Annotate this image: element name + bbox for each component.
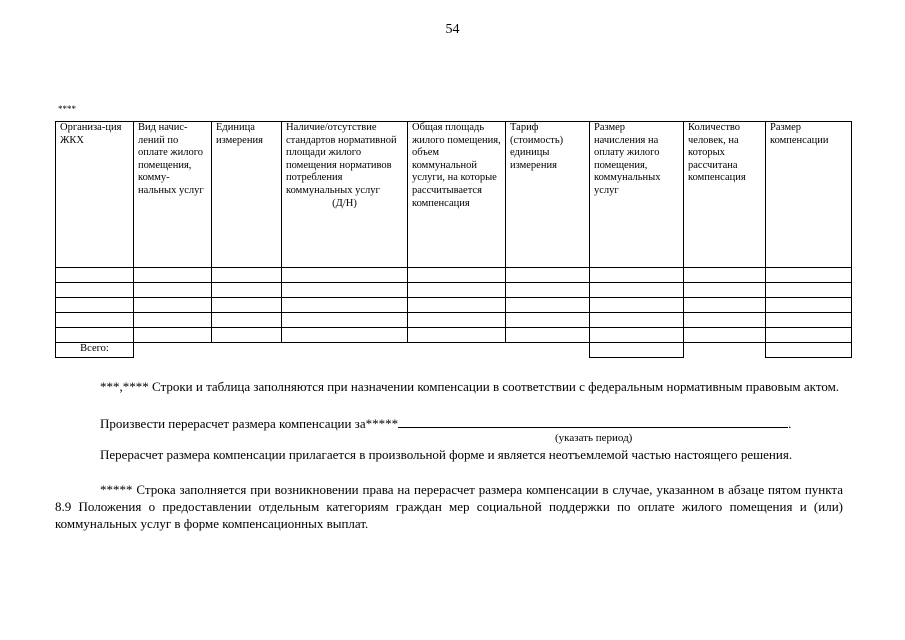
table-cell[interactable] [56, 328, 134, 343]
table-cell[interactable] [506, 298, 590, 313]
table-cell[interactable] [766, 313, 852, 328]
recalculation-line [55, 414, 843, 432]
table-cell[interactable] [56, 313, 134, 328]
table-cell[interactable] [506, 268, 590, 283]
table-header-row [56, 122, 852, 268]
dn-note: (Д/Н) [332, 197, 357, 209]
table-cell[interactable] [766, 268, 852, 283]
header-cell-accrual-amount: Размер начисления на оплату жилого помещения, коммунальных услуг [590, 122, 684, 268]
table-cell[interactable] [590, 268, 684, 283]
table-cell[interactable] [408, 298, 506, 313]
header-cell-compensation: Размер компенсации [766, 122, 852, 268]
table-cell[interactable] [684, 328, 766, 343]
table-cell[interactable] [590, 328, 684, 343]
header-cell-organization: Организа-ция ЖКХ [56, 122, 134, 268]
table-cell[interactable] [408, 328, 506, 343]
table-cell[interactable] [684, 268, 766, 283]
page-number: 54 [445, 22, 460, 37]
table-cell[interactable] [56, 283, 134, 298]
footnote-recalculation: ***** Строка заполняется при возникновении права на перерасчет размера компенсации в случае, указанном в абзаце пятом пункта 8.9 Положения о предоставлении отдельным категориям граждан мер социальной поддержки по оплате жилого помещения и (или) коммунальных услуг в форме компенсационных выплат. [55, 482, 843, 531]
total-row [56, 343, 852, 358]
total-accrual-cell[interactable] [590, 343, 684, 358]
table-row [56, 313, 852, 328]
table-cell[interactable] [506, 313, 590, 328]
table-cell[interactable] [408, 268, 506, 283]
total-label: Всего: [80, 343, 109, 354]
compensation-table [55, 121, 852, 358]
table-cell[interactable] [134, 298, 212, 313]
header-cell-tariff: Тариф (стоимость) единицы измерения [506, 122, 590, 268]
table-cell[interactable] [684, 283, 766, 298]
table-cell[interactable] [212, 328, 282, 343]
table-cell[interactable] [134, 268, 212, 283]
table-row [56, 283, 852, 298]
header-cell-accrual-type: Вид начис-лений по оплате жилого помещения, комму-нальных услуг [134, 122, 212, 268]
table-cell[interactable] [282, 298, 408, 313]
empty-cell [134, 343, 212, 358]
table-cell[interactable] [684, 298, 766, 313]
table-cell[interactable] [134, 313, 212, 328]
table-cell[interactable] [590, 298, 684, 313]
table-cell[interactable] [282, 268, 408, 283]
header-cell-persons: Количество человек, на которых рассчитана компенсация [684, 122, 766, 268]
table-cell[interactable] [212, 298, 282, 313]
table-cell[interactable] [408, 283, 506, 298]
header-cell-standards: Наличие/отсутствие стандартов нормативной площади жилого помещения нормативов потребления коммунальных услуг (Д/Н) [282, 122, 408, 268]
empty-cell [282, 343, 408, 358]
table-cell[interactable] [212, 313, 282, 328]
table-cell[interactable] [134, 328, 212, 343]
table-cell[interactable] [684, 313, 766, 328]
empty-cell [684, 343, 766, 358]
header-cell-area: Общая площадь жилого помещения, объем коммунальной услуги, на которые рассчитывается компенсация [408, 122, 506, 268]
empty-cell [506, 343, 590, 358]
empty-cell [408, 343, 506, 358]
footnote-table-rows: ***,**** Строки и таблица заполняются при назначении компенсации в соответствии с федеральным нормативным правовым актом. [100, 379, 840, 394]
table-cell[interactable] [282, 283, 408, 298]
table-cell[interactable] [282, 328, 408, 343]
total-compensation-cell[interactable] [766, 343, 852, 358]
table-cell[interactable] [56, 298, 134, 313]
period-dot: . [788, 416, 792, 431]
table-cell[interactable] [766, 298, 852, 313]
table-cell[interactable] [590, 313, 684, 328]
table-cell[interactable] [506, 328, 590, 343]
table-cell[interactable] [590, 283, 684, 298]
header-cell-unit: Единица измерения [212, 122, 282, 268]
table-cell[interactable] [56, 268, 134, 283]
table-row [56, 268, 852, 283]
recalculation-attachment-text: Перерасчет размера компенсации прилагается в произвольной форме и является неотъемлемой частью настоящего решения. [100, 447, 793, 462]
table-cell[interactable] [134, 283, 212, 298]
table-row [56, 298, 852, 313]
period-fill-line[interactable] [398, 414, 788, 428]
table-cell[interactable] [766, 328, 852, 343]
table-cell[interactable] [282, 313, 408, 328]
empty-cell [212, 343, 282, 358]
table-footnote-mark: **** [58, 104, 76, 114]
table-cell[interactable] [212, 283, 282, 298]
table-row [56, 328, 852, 343]
table-cell[interactable] [408, 313, 506, 328]
table-cell[interactable] [212, 268, 282, 283]
period-hint: (указать период) [555, 432, 633, 444]
recalculation-text: Произвести перерасчет размера компенсации за***** [100, 416, 399, 431]
table-cell[interactable] [506, 283, 590, 298]
table-cell[interactable] [766, 283, 852, 298]
total-label-cell [56, 343, 134, 358]
